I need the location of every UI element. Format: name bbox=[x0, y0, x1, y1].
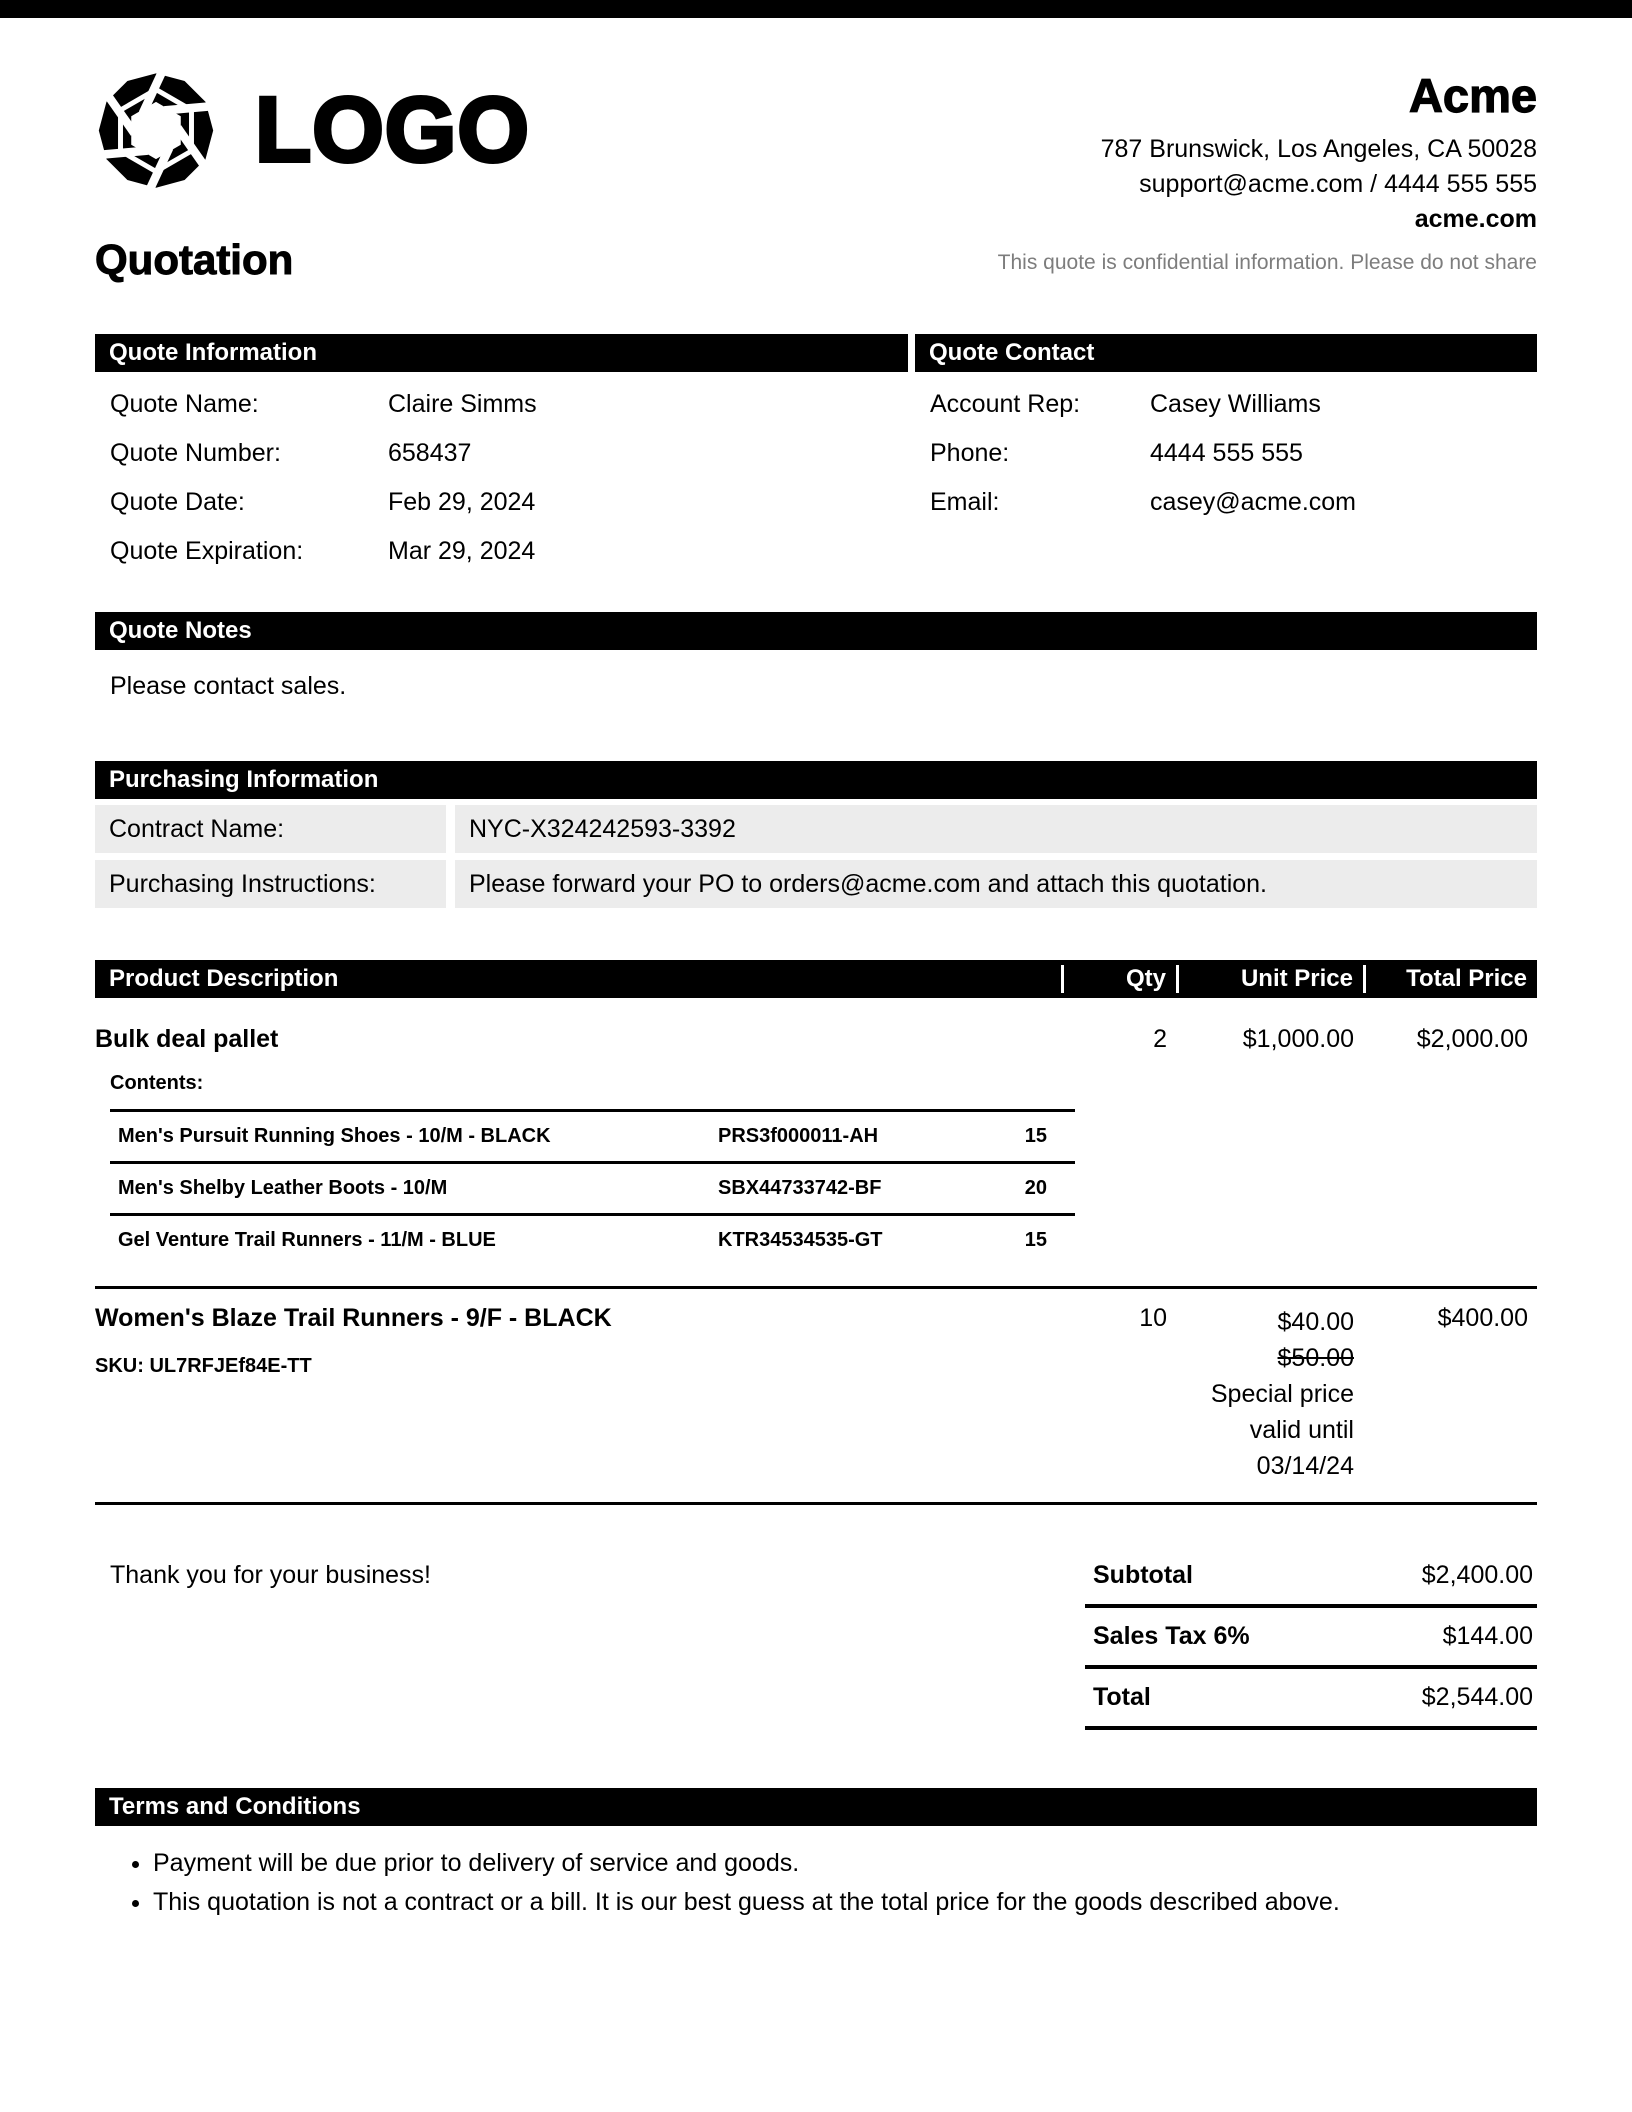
table-row bbox=[915, 429, 1537, 478]
content-item-sku: PRS3f000011-AH bbox=[718, 1125, 879, 1148]
column-header-qty: Qty bbox=[1061, 960, 1176, 998]
table-row bbox=[95, 380, 908, 429]
company-block bbox=[1101, 68, 1537, 237]
row-label: Account Rep: bbox=[930, 390, 1081, 419]
total-row-label: Sales Tax 6% bbox=[1093, 1622, 1250, 1651]
terms-item: • Payment will be due prior to delivery of service and goods. bbox=[153, 1844, 1537, 1883]
logo-text: LOGO bbox=[255, 79, 530, 181]
product-name: Women's Blaze Trail Runners - 9/F - BLACK bbox=[95, 1304, 612, 1333]
quote-contact-table bbox=[915, 334, 1537, 576]
content-item-qty: 15 bbox=[1024, 1125, 1047, 1148]
price-note-line: valid until bbox=[1249, 1416, 1354, 1445]
total-row-label: Total bbox=[1093, 1683, 1151, 1712]
column-header-unit-price: Unit Price bbox=[1176, 960, 1363, 998]
row-value: Feb 29, 2024 bbox=[388, 488, 536, 517]
content-item-name: Gel Venture Trail Runners - 11/M - BLUE bbox=[118, 1229, 496, 1252]
content-item-qty: 20 bbox=[1024, 1177, 1047, 1200]
products-table-header bbox=[95, 960, 1537, 998]
purchasing-information-rows bbox=[95, 805, 1537, 908]
product-qty: 2 bbox=[1153, 1025, 1167, 1054]
row-label: Quote Name: bbox=[110, 390, 259, 419]
row-label: Purchasing Instructions: bbox=[95, 860, 446, 908]
quote-notes-section bbox=[95, 612, 1537, 701]
price-note-line: Special price bbox=[1210, 1380, 1354, 1409]
product-row-trail-runners bbox=[95, 1286, 1537, 1505]
column-header-total-price: Total Price bbox=[1363, 960, 1537, 998]
row-value: Casey Williams bbox=[1150, 390, 1321, 419]
table-row bbox=[95, 527, 908, 576]
table-row bbox=[95, 805, 1537, 853]
thank-you-message: Thank you for your business! bbox=[110, 1561, 431, 1590]
row-value: Mar 29, 2024 bbox=[388, 537, 536, 566]
row-label: Quote Date: bbox=[110, 488, 245, 517]
quote-contact-rows bbox=[915, 380, 1537, 527]
product-description-cell bbox=[95, 1304, 1061, 1378]
terms-list bbox=[95, 1844, 1537, 1922]
top-black-strip bbox=[0, 0, 1632, 18]
total-row-label: Subtotal bbox=[1093, 1561, 1193, 1590]
quote-information-header: Quote Information bbox=[95, 334, 908, 372]
purchasing-information-header: Purchasing Information bbox=[95, 761, 1537, 799]
quote-information-table bbox=[95, 334, 908, 576]
total-row-value: $2,544.00 bbox=[1421, 1683, 1533, 1712]
row-value: 4444 555 555 bbox=[1150, 439, 1303, 468]
company-contact-line: support@acme.com / 4444 555 555 bbox=[1139, 169, 1537, 198]
table-row bbox=[95, 860, 1537, 908]
quote-notes-text: Please contact sales. bbox=[110, 672, 347, 701]
quote-info-contact-section bbox=[95, 334, 1537, 576]
hexagon-pinwheel-icon bbox=[95, 68, 217, 193]
content-item-sku: KTR34534535-GT bbox=[718, 1229, 883, 1252]
product-row-bulk-pallet bbox=[95, 998, 1537, 1054]
row-value: 658437 bbox=[388, 439, 472, 468]
quote-contact-header: Quote Contact bbox=[915, 334, 1537, 372]
product-unit-price: $40.00 bbox=[1277, 1308, 1354, 1337]
total-row-value: $144.00 bbox=[1442, 1622, 1533, 1651]
products-section bbox=[95, 960, 1537, 1505]
content-item-sku: SBX44733742-BF bbox=[718, 1177, 882, 1200]
totals-box bbox=[1085, 1547, 1537, 1730]
content-item-name: Men's Shelby Leather Boots - 10/M bbox=[118, 1177, 448, 1200]
pallet-contents-table bbox=[110, 1109, 1075, 1265]
row-label: Contract Name: bbox=[95, 805, 446, 853]
table-row bbox=[915, 380, 1537, 429]
contents-row bbox=[110, 1161, 1075, 1213]
row-label: Quote Expiration: bbox=[110, 537, 304, 566]
company-name: Acme bbox=[1408, 69, 1537, 122]
document-content bbox=[0, 68, 1632, 1922]
table-row bbox=[95, 429, 908, 478]
total-row bbox=[1085, 1669, 1537, 1730]
total-row-value: $2,400.00 bbox=[1421, 1561, 1533, 1590]
row-label: Quote Number: bbox=[110, 439, 281, 468]
product-unit-price-cell bbox=[1176, 1304, 1363, 1484]
product-sku: SKU: UL7RFJEf84E-TT bbox=[95, 1355, 312, 1378]
logo-block bbox=[95, 68, 530, 193]
confidential-note: This quote is confidential information. Please do not share bbox=[997, 251, 1537, 275]
company-address: 787 Brunswick, Los Angeles, CA 50028 bbox=[1100, 134, 1537, 163]
purchasing-information-section bbox=[95, 761, 1537, 908]
row-value: casey@acme.com bbox=[1150, 488, 1356, 517]
product-unit-price: $1,000.00 bbox=[1242, 1025, 1354, 1054]
subtotal-row bbox=[1085, 1547, 1537, 1608]
page-title: Quotation bbox=[95, 236, 294, 283]
sales-tax-row bbox=[1085, 1608, 1537, 1669]
terms-item: • This quotation is not a contract or a bill. It is our best guess at the total price for the goods described above. bbox=[153, 1883, 1537, 1922]
row-value: Please forward your PO to orders@acme.com and attach this quotation. bbox=[455, 860, 1537, 908]
quote-information-rows bbox=[95, 380, 908, 576]
product-total-price: $400.00 bbox=[1437, 1304, 1528, 1333]
product-qty: 10 bbox=[1139, 1304, 1167, 1333]
row-value: Claire Simms bbox=[388, 390, 537, 419]
company-website: acme.com bbox=[1414, 204, 1537, 233]
contents-label: Contents: bbox=[110, 1072, 204, 1095]
contents-row bbox=[110, 1109, 1075, 1161]
column-header-description: Product Description bbox=[109, 965, 339, 993]
contents-row bbox=[110, 1213, 1075, 1265]
terms-section bbox=[95, 1788, 1537, 1922]
totals-section bbox=[95, 1547, 1537, 1730]
price-note-line: 03/14/24 bbox=[1256, 1452, 1354, 1481]
terms-header: Terms and Conditions bbox=[95, 1788, 1537, 1826]
title-row bbox=[95, 236, 1537, 284]
product-name: Bulk deal pallet bbox=[95, 1025, 279, 1054]
content-item-name: Men's Pursuit Running Shoes - 10/M - BLACK bbox=[118, 1125, 551, 1148]
quote-notes-header: Quote Notes bbox=[95, 612, 1537, 650]
content-item-qty: 15 bbox=[1024, 1229, 1047, 1252]
row-value: NYC-X324242593-3392 bbox=[455, 805, 1537, 853]
table-row bbox=[915, 478, 1537, 527]
row-label: Phone: bbox=[930, 439, 1010, 468]
product-total-price: $2,000.00 bbox=[1416, 1025, 1528, 1054]
brand-header bbox=[95, 68, 1537, 233]
product-old-price: $50.00 bbox=[1277, 1344, 1354, 1373]
row-label: Email: bbox=[930, 488, 1000, 517]
table-row bbox=[95, 478, 908, 527]
